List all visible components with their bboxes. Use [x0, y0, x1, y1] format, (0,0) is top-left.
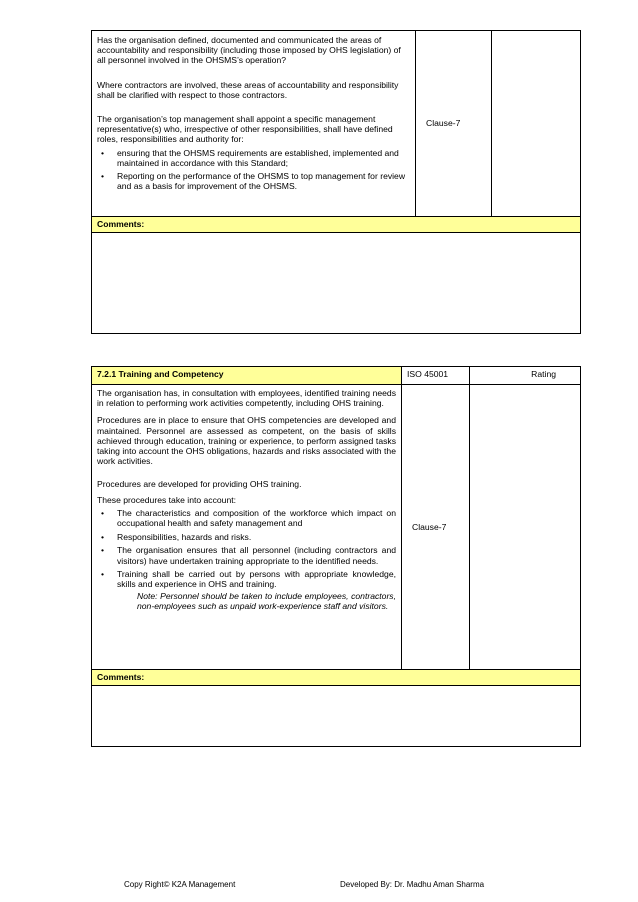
section2-bullet-list [97, 508, 396, 589]
list-item: • ensuring that the OHSMS requirements are established, implemented and maintained in accordance with this Standard; [97, 148, 410, 168]
list-item: • Responsibilities, hazards and risks. [97, 532, 396, 542]
section1-para1: Has the organisation defined, documented and communicated the areas of accountability and responsibility (including those imposed by OHS legislation) of all personnel involved in the OHSMS’s operation? [97, 35, 401, 66]
list-item: • Training shall be carried out by persons with appropriate knowledge, skills and experience in OHS and training. [97, 569, 396, 589]
section2-clause-cell [402, 385, 470, 670]
clause-label: Clause-7 [426, 118, 461, 129]
section2-para2: Procedures are in place to ensure that OHS competencies are developed and maintained. Personnel are assessed as competent, on the basis of skills achieved through education, training or experience, to perform assigned tasks taking into account the OHS obligations, hazards and risks associated with the work activities. [97, 415, 396, 467]
section1-comments-label: Comments: [92, 217, 581, 233]
footer-developer: Developed By: Dr. Madhu Aman Sharma [340, 880, 485, 889]
section2-para3: Procedures are developed for providing OHS training. [97, 479, 302, 490]
section1-rating-cell[interactable] [492, 31, 581, 217]
section1-bullet-list [97, 148, 410, 192]
section2-rating-cell[interactable] [470, 385, 581, 670]
section1-comments-field[interactable] [92, 233, 581, 334]
list-item: • Reporting on the performance of the OHSMS to top management for review and as a basis for improvement of the OHSMS. [97, 171, 410, 191]
section2-comments-label: Comments: [92, 670, 581, 686]
section1-para3: The organisation’s top management shall appoint a specific management representative(s) who, irrespective of other responsibilities, shall have defined roles, responsibilities and authority for: [97, 114, 393, 145]
section1-requirements-cell [92, 31, 416, 217]
section2-title: 7.2.1 Training and Competency [92, 367, 402, 385]
iso-header: ISO 45001 [402, 367, 470, 385]
section2-note: Note: Personnel should be taken to include employees, contractors, non-employees such as unpaid work-experience staff and visitors. [137, 591, 396, 612]
list-item: • The characteristics and composition of the workforce which impact on occupational health and safety management and [97, 508, 396, 528]
clause-label: Clause-7 [412, 521, 447, 532]
rating-header: Rating [470, 367, 581, 385]
section1-para2: Where contractors are involved, these areas of accountability and responsibility shall be clarified with respect to those contractors. [97, 79, 399, 100]
section2-para1: The organisation has, in consultation with employees, identified training needs in relation to performing work activities competently, including OHS training. [97, 388, 396, 409]
section1-clause-cell [416, 31, 492, 217]
section2-table [91, 366, 581, 747]
section2-para4: These procedures take into account: [97, 494, 237, 505]
section2-requirements-cell [92, 385, 402, 670]
section2-comments-field[interactable] [92, 686, 581, 747]
section1-table [91, 30, 581, 334]
footer-copyright: Copy Right© K2A Management [124, 880, 236, 889]
list-item: • The organisation ensures that all personnel (including contractors and visitors) have undertaken training appropriate to the identified needs. [97, 545, 396, 565]
